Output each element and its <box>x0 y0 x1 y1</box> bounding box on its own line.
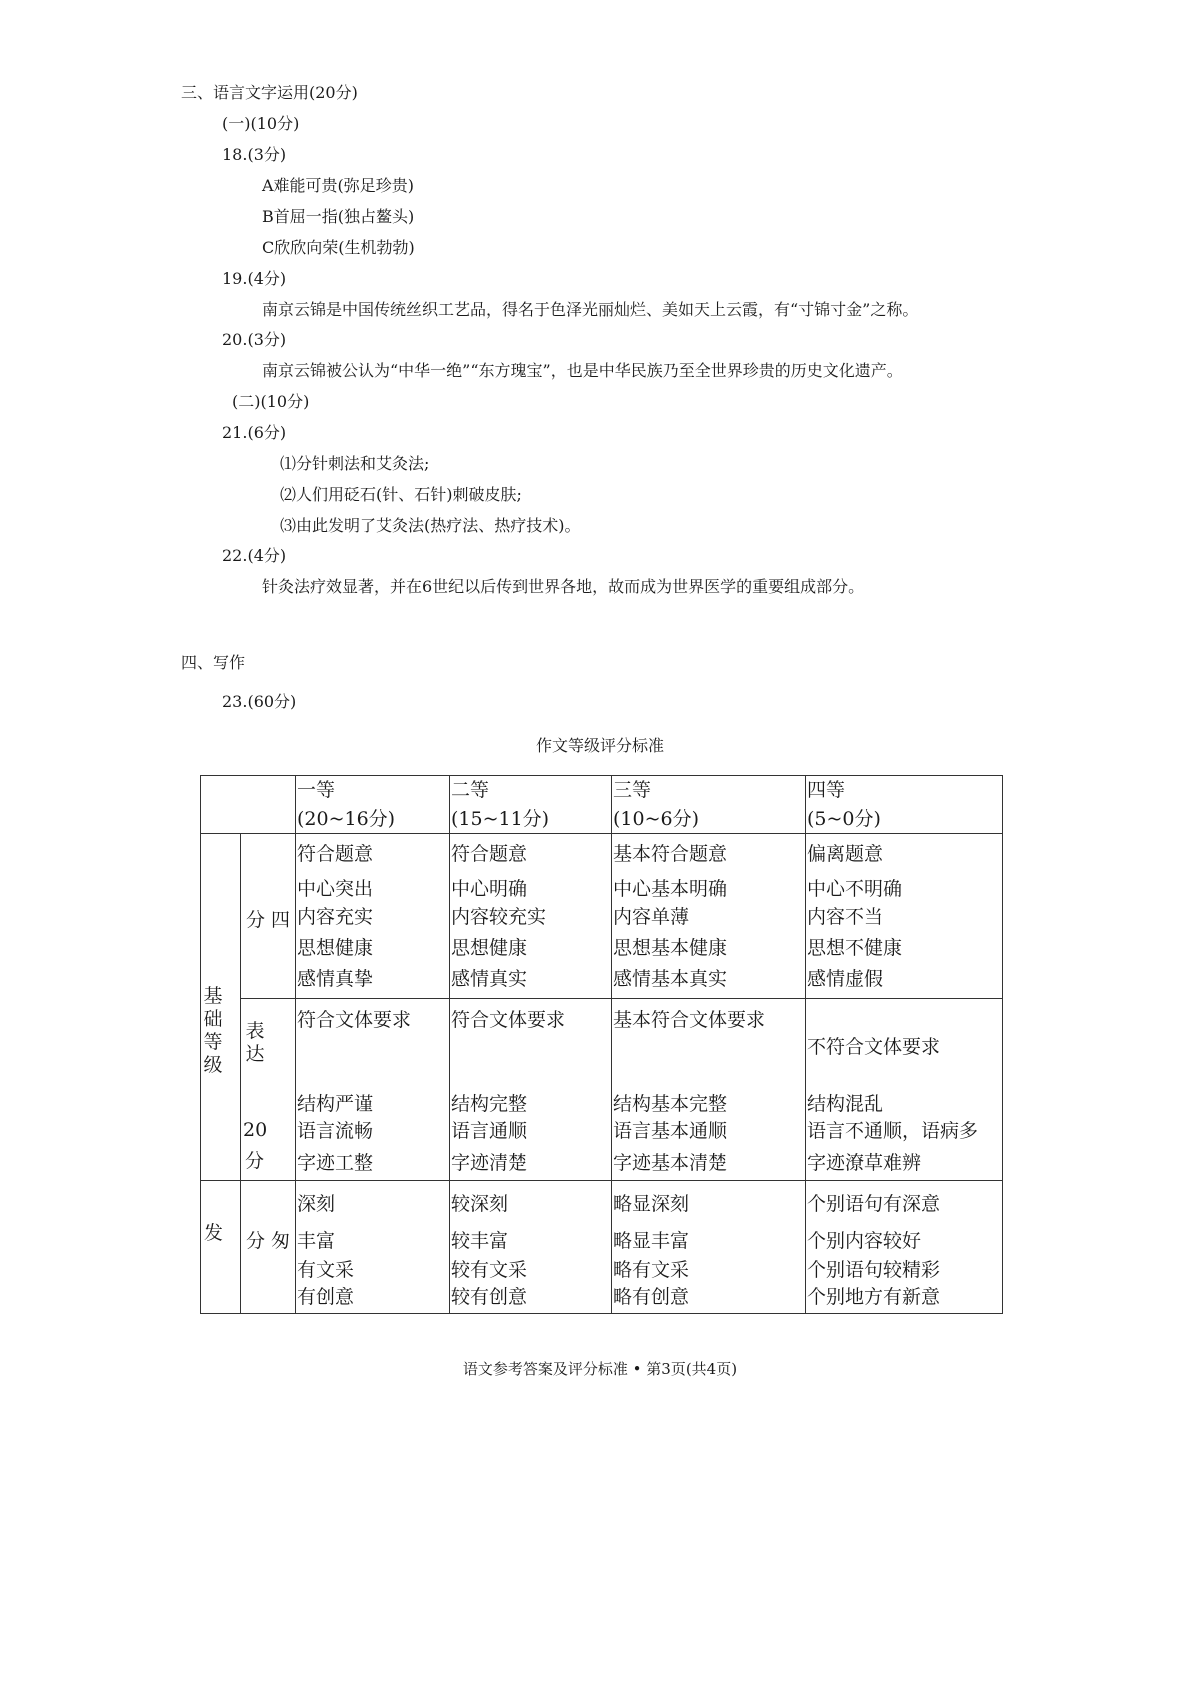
row2-g4-item: 语言不通顺，语病多 <box>807 1120 979 1142</box>
row1-g2-item: 中心明确 <box>451 878 528 900</box>
row1-g1-item: 思想健康 <box>297 937 374 959</box>
q20-answer: 南京云锦被公认为“中华一绝”“东方瑰宝”，也是中华民族乃至全世界珍贵的历史文化遗产。 <box>262 361 903 380</box>
q20-label: 20.(3分) <box>222 330 287 349</box>
q18-label: 18.(3分) <box>222 145 287 164</box>
q19-label: 19.(4分) <box>222 269 287 288</box>
grade-2-range: (15~11分) <box>451 808 550 830</box>
row1-g4-item: 思想不健康 <box>807 937 903 959</box>
row1-g1-item: 内容充实 <box>297 906 374 928</box>
base-level-label: 基础等级 <box>203 985 223 1076</box>
row3-g1-item: 深刻 <box>297 1193 336 1215</box>
row2-g2-item: 符合文体要求 <box>451 1009 566 1031</box>
row3-g2-item: 较深刻 <box>451 1193 509 1215</box>
row1-g3-item: 内容单薄 <box>613 906 690 928</box>
grade-3-range: (10~6分) <box>613 808 700 830</box>
row1-g3-item: 基本符合题意 <box>613 843 728 865</box>
row3-g4-item: 个别内容较好 <box>807 1230 922 1252</box>
row2-g4-item: 不符合文体要求 <box>807 1036 941 1058</box>
row1-g4-item: 中心不明确 <box>807 878 903 900</box>
part1-heading: (一)(10分) <box>222 114 300 133</box>
row2-label: 表达 <box>245 1020 265 1065</box>
q23-label: 23.(60分) <box>222 692 297 711</box>
grade-4-range: (5~0分) <box>807 808 881 830</box>
row3-g4-item: 个别语句较精彩 <box>807 1259 941 1281</box>
row2-g2-item: 结构完整 <box>451 1093 528 1115</box>
q18-answer-b: B首屈一指(独占鳌头) <box>262 207 415 226</box>
row1-g2-item: 感情真实 <box>451 968 528 990</box>
row1-g4-item: 感情虚假 <box>807 968 884 990</box>
row3-g1-item: 有创意 <box>297 1286 355 1308</box>
row3-g2-item: 较有文采 <box>451 1259 528 1281</box>
row3-g1-item: 丰富 <box>297 1230 336 1252</box>
row2-g3-item: 结构基本完整 <box>613 1093 728 1115</box>
row1-g1-item: 符合题意 <box>297 843 374 865</box>
row1-g2-item: 内容较充实 <box>451 906 547 928</box>
row1-g3-item: 感情基本真实 <box>613 968 728 990</box>
row1-g3-item: 思想基本健康 <box>613 937 728 959</box>
rubric-title: 作文等级评分标准 <box>535 736 664 755</box>
row2-g1-item: 字迹工整 <box>297 1152 374 1174</box>
row1-g3-item: 中心基本明确 <box>613 878 728 900</box>
row3-label: 分 匆 <box>246 1230 291 1252</box>
row3-g4-item: 个别地方有新意 <box>807 1286 941 1308</box>
grade-4-heading: 四等 <box>807 779 846 801</box>
row2-g1-item: 符合文体要求 <box>297 1009 412 1031</box>
row3-g3-item: 略有创意 <box>613 1286 690 1308</box>
row3-g2-item: 较丰富 <box>451 1230 509 1252</box>
q22-answer: 针灸法疗效显著，并在6世纪以后传到世界各地，故而成为世界医学的重要组成部分。 <box>262 577 865 596</box>
develop-level-label: 发 <box>204 1222 224 1244</box>
row1-g1-item: 感情真挚 <box>297 968 374 990</box>
row3-g3-item: 略显丰富 <box>613 1230 690 1252</box>
row3-g1-item: 有文采 <box>297 1259 355 1281</box>
row3-g3-item: 略有文采 <box>613 1259 690 1281</box>
rubric-table <box>200 775 1003 1313</box>
row2-points: 20 <box>243 1119 268 1141</box>
q18-answer-c: C欣欣向荣(生机勃勃) <box>262 238 415 257</box>
section3-title: 三、语言文字运用(20分) <box>181 83 358 102</box>
row2-points-unit: 分 <box>245 1150 265 1172</box>
row3-g4-item: 个别语句有深意 <box>807 1193 941 1215</box>
q19-answer: 南京云锦是中国传统丝织工艺品，得名于色泽光丽灿烂、美如天上云霞，有“寸锦寸金”之称。 <box>262 300 919 319</box>
row2-g2-item: 语言通顺 <box>451 1120 528 1142</box>
page-footer: 语文参考答案及评分标准 • 第3页(共4页) <box>462 1360 738 1378</box>
grade-3-heading: 三等 <box>613 779 652 801</box>
row2-g1-item: 结构严谨 <box>297 1093 374 1115</box>
grade-1-range: (20~16分) <box>297 808 396 830</box>
row2-g3-item: 基本符合文体要求 <box>613 1009 766 1031</box>
row1-label: 分 四 <box>246 909 291 931</box>
row1-g1-item: 中心突出 <box>297 878 374 900</box>
q21-answer-3: ⑶由此发明了艾灸法(热疗法、热疗技术)。 <box>280 516 581 535</box>
row2-g1-item: 语言流畅 <box>297 1120 374 1142</box>
row2-g4-item: 字迹潦草难辨 <box>807 1152 922 1174</box>
row1-g4-item: 偏离题意 <box>807 843 884 865</box>
part2-heading: (二)(10分) <box>232 392 310 411</box>
row2-g3-item: 语言基本通顺 <box>613 1120 728 1142</box>
row1-g2-item: 符合题意 <box>451 843 528 865</box>
q22-label: 22.(4分) <box>222 546 287 565</box>
grade-2-heading: 二等 <box>451 779 490 801</box>
row2-g3-item: 字迹基本清楚 <box>613 1152 728 1174</box>
section4-title: 四、写作 <box>181 653 246 672</box>
q21-answer-2: ⑵人们用砭石(针、石针)刺破皮肤; <box>280 485 522 504</box>
q21-label: 21.(6分) <box>222 423 287 442</box>
q21-answer-1: ⑴分针刺法和艾灸法; <box>280 454 430 473</box>
row2-g4-item: 结构混乱 <box>807 1093 884 1115</box>
grade-1-heading: 一等 <box>297 779 336 801</box>
row3-g2-item: 较有创意 <box>451 1286 528 1308</box>
row2-g2-item: 字迹清楚 <box>451 1152 528 1174</box>
row3-g3-item: 略显深刻 <box>613 1193 690 1215</box>
row1-g4-item: 内容不当 <box>807 906 884 928</box>
q18-answer-a: A难能可贵(弥足珍贵) <box>262 176 415 195</box>
row1-g2-item: 思想健康 <box>451 937 528 959</box>
